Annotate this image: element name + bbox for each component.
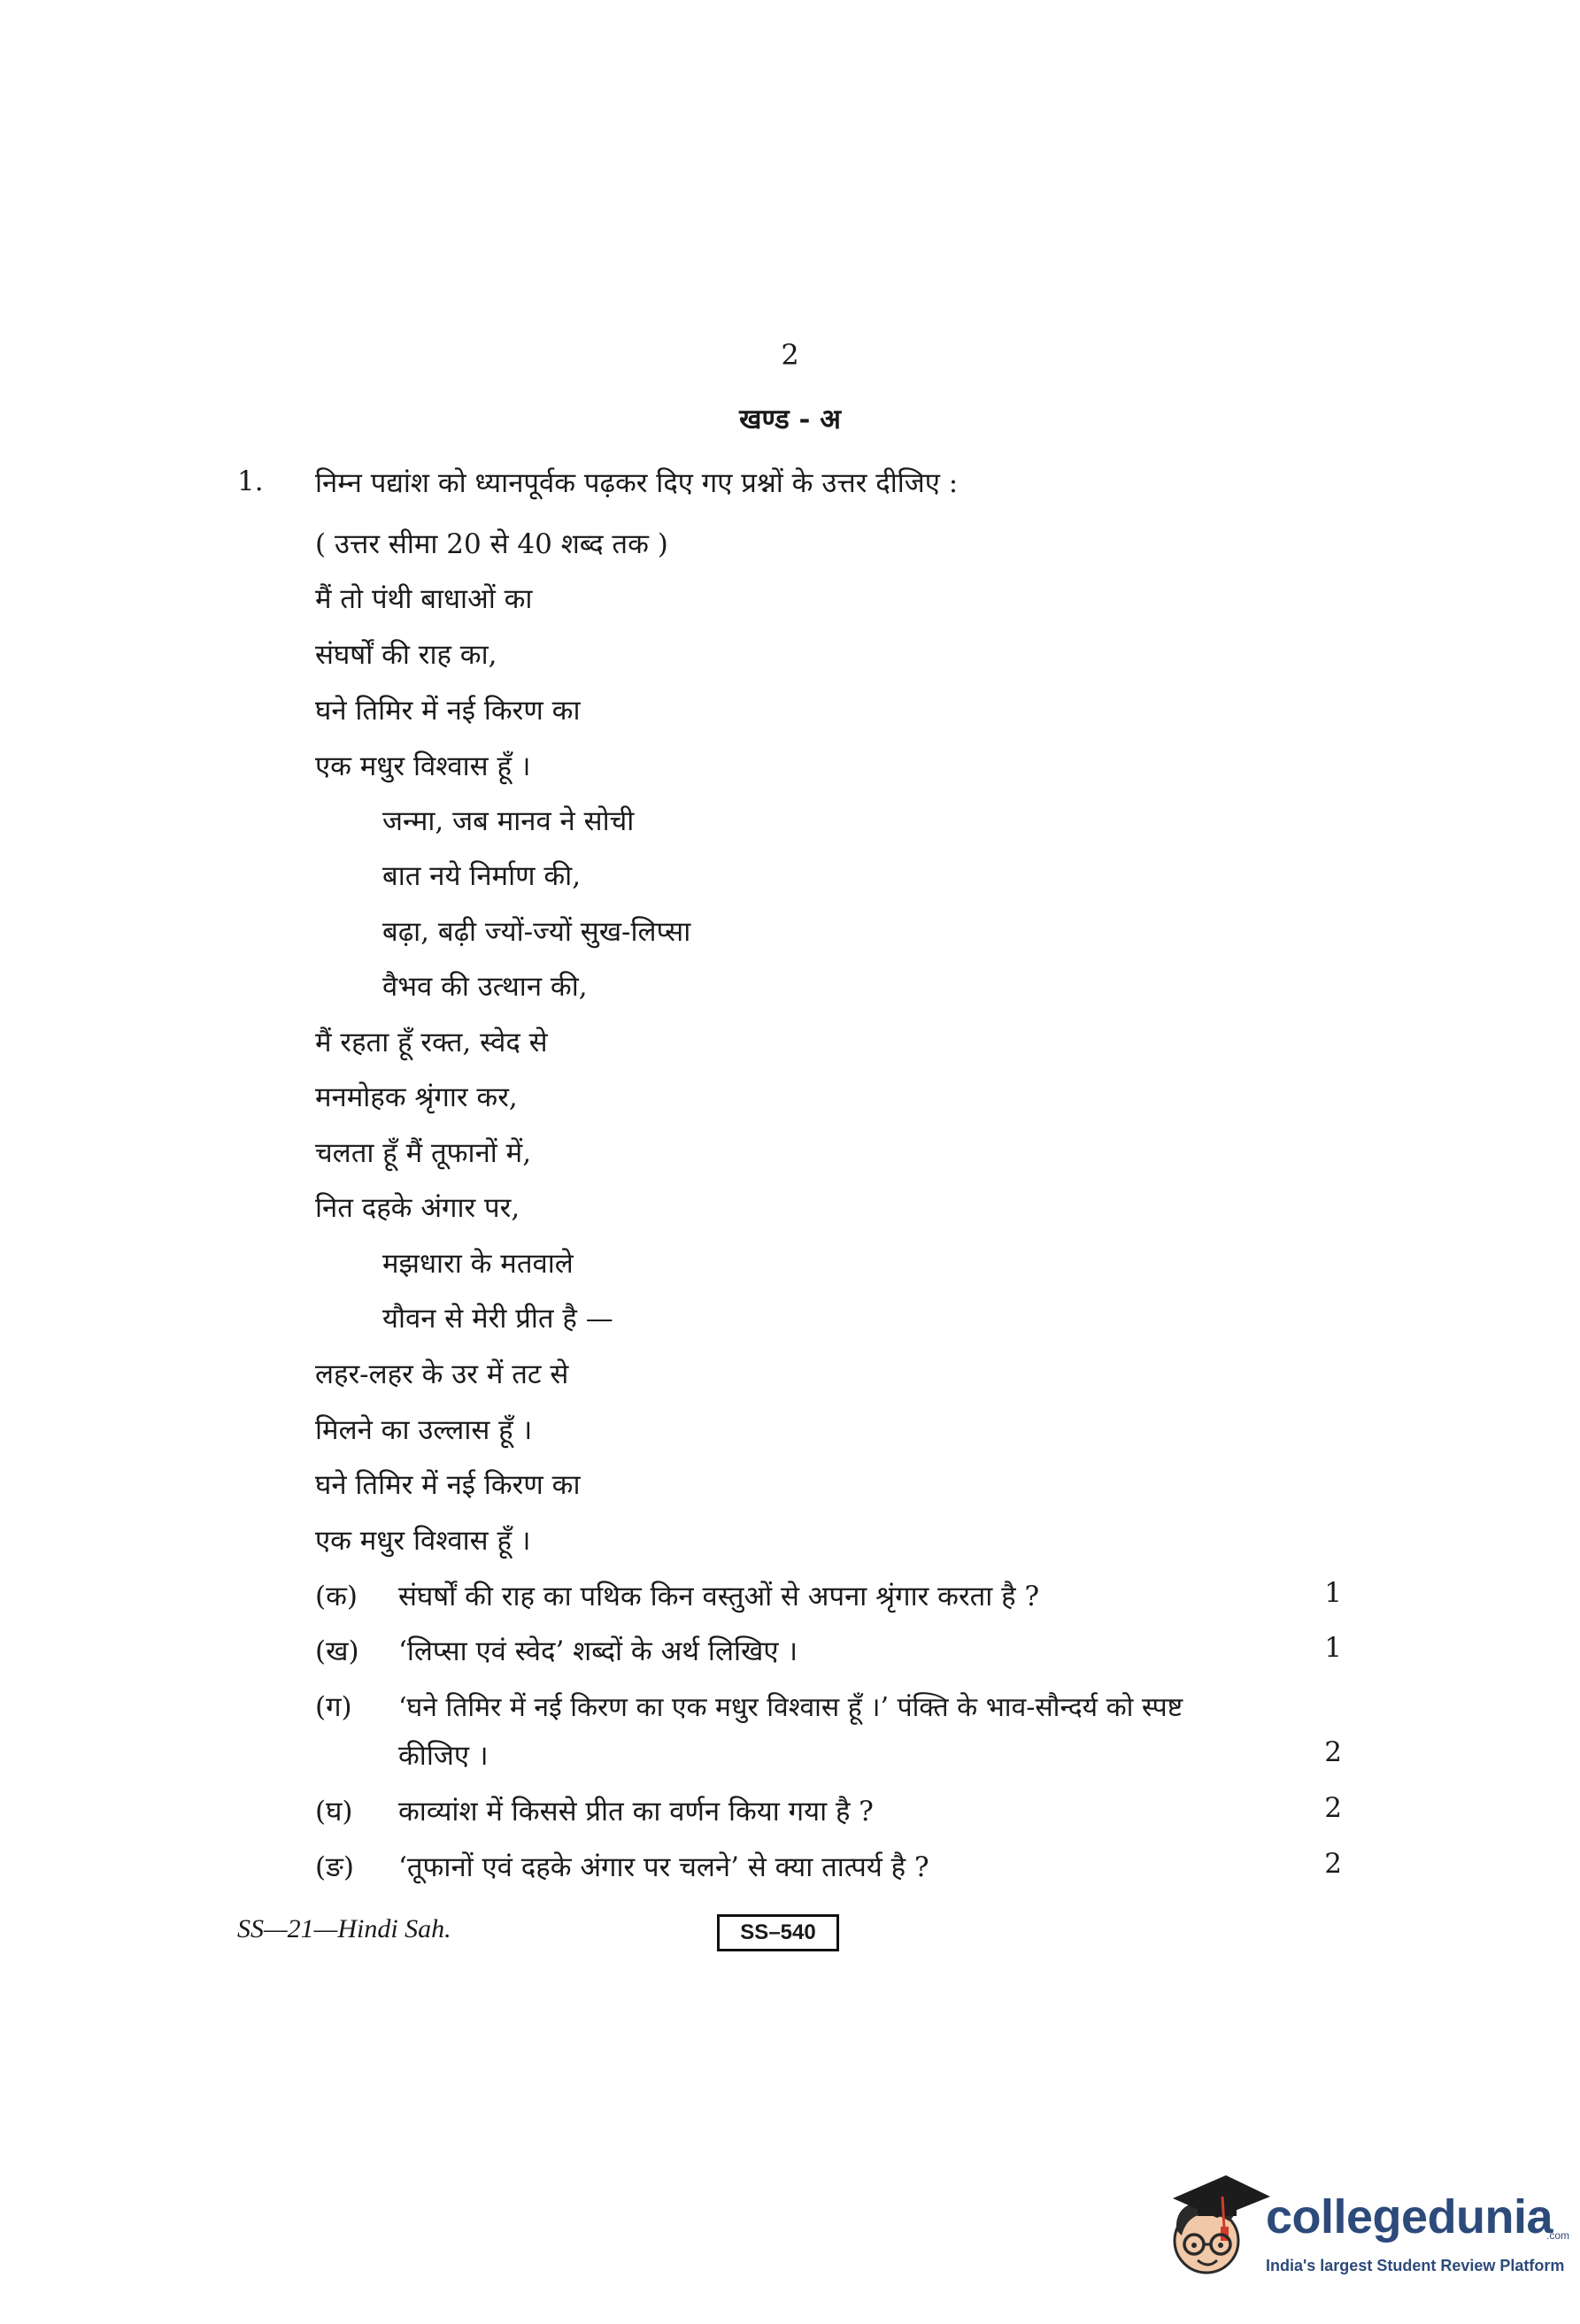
question-instruction: निम्न पद्यांश को ध्यानपूर्वक पढ़कर दिए गए प्रश्नों के उत्तर दीजिए :	[315, 467, 959, 499]
poem-line: घने तिमिर में नई किरण का	[315, 1469, 581, 1501]
subq-marks: 1	[1324, 1577, 1342, 1609]
question-number: 1.	[237, 466, 264, 497]
poem-line: नित दहके अंगार पर,	[315, 1192, 520, 1224]
subq-marks: 2	[1324, 1848, 1342, 1880]
poem-line: जन्मा, जब मानव ने सोची	[382, 805, 635, 837]
subq-text: संघर्षों की राह का पथिक किन वस्तुओं से अपना श्रृंगार करता है ?	[398, 1581, 1040, 1612]
poem-line: वैभव की उत्थान की,	[382, 971, 588, 1003]
subq-text: काव्यांश में किससे प्रीत का वर्णन किया गया है ?	[398, 1796, 874, 1828]
logo-tagline: India's largest Student Review Platform	[1266, 2257, 1565, 2274]
subq-label: (घ)	[315, 1796, 353, 1828]
poem-line: मिलने का उल्लास हूँ ।	[315, 1414, 533, 1446]
page-number: 2	[781, 338, 799, 372]
poem-line: मझधारा के मतवाले	[382, 1248, 574, 1280]
poem-line: यौवन से मेरी प्रीत है —	[382, 1303, 613, 1335]
poem-line: बात नये निर्माण की,	[382, 860, 582, 892]
word-limit: ( उत्तर सीमा 20 से 40 शब्द तक )	[315, 528, 668, 560]
section-title: खण्ड - अ	[739, 404, 841, 435]
subq-text: ‘लिप्सा एवं स्वेद’ शब्दों के अर्थ लिखिए ।	[398, 1635, 798, 1667]
poem-line: घने तिमिर में नई किरण का	[315, 695, 581, 727]
logo-wordmark: collegedunia	[1266, 2190, 1553, 2243]
logo-eye-left	[1191, 2243, 1197, 2248]
poem-line: एक मधुर विश्वास हूँ ।	[315, 750, 531, 782]
logo-eye-right	[1218, 2243, 1223, 2248]
poem-line: मैं रहता हूँ रक्त, स्वेद से	[315, 1027, 548, 1058]
subq-text-cont: कीजिए ।	[398, 1740, 489, 1772]
poem-line: लहर-लहर के उर में तट से	[315, 1358, 569, 1390]
logo-cap-band	[1198, 2204, 1237, 2216]
poem-line: मनमोहक श्रृंगार कर,	[315, 1081, 518, 1113]
poem-line: मैं तो पंथी बाधाओं का	[315, 583, 533, 615]
poem-line: चलता हूँ मैं तूफानों में,	[315, 1137, 532, 1169]
footer-paper-code: SS—21—Hindi Sah.	[237, 1914, 451, 1943]
subq-text: ‘घने तिमिर में नई किरण का एक मधुर विश्वास हूँ ।’ पंक्ति के भाव-सौन्दर्य को स्पष्ट	[398, 1692, 1183, 1723]
subq-text: ‘तूफानों एवं दहके अंगार पर चलने’ से क्या तात्पर्य है ?	[398, 1851, 929, 1883]
subq-label: (ग)	[315, 1691, 352, 1723]
subq-label: (क)	[315, 1581, 358, 1612]
subq-marks: 2	[1324, 1792, 1342, 1824]
poem-line: संघर्षों की राह का,	[315, 639, 497, 671]
logo-tassel-cord	[1222, 2197, 1224, 2228]
subq-marks: 1	[1324, 1632, 1342, 1664]
logo-suffix: .com	[1546, 2229, 1570, 2242]
footer-series-box: SS–540	[717, 1914, 839, 1951]
subq-label: (ङ)	[315, 1851, 354, 1883]
poem-line: बढ़ा, बढ़ी ज्यों-ज्यों सुख-लिप्सा	[382, 916, 691, 948]
subq-marks: 2	[1324, 1736, 1342, 1768]
poem-line: एक मधुर विश्वास हूँ ।	[315, 1525, 531, 1557]
subq-label: (ख)	[315, 1635, 359, 1667]
